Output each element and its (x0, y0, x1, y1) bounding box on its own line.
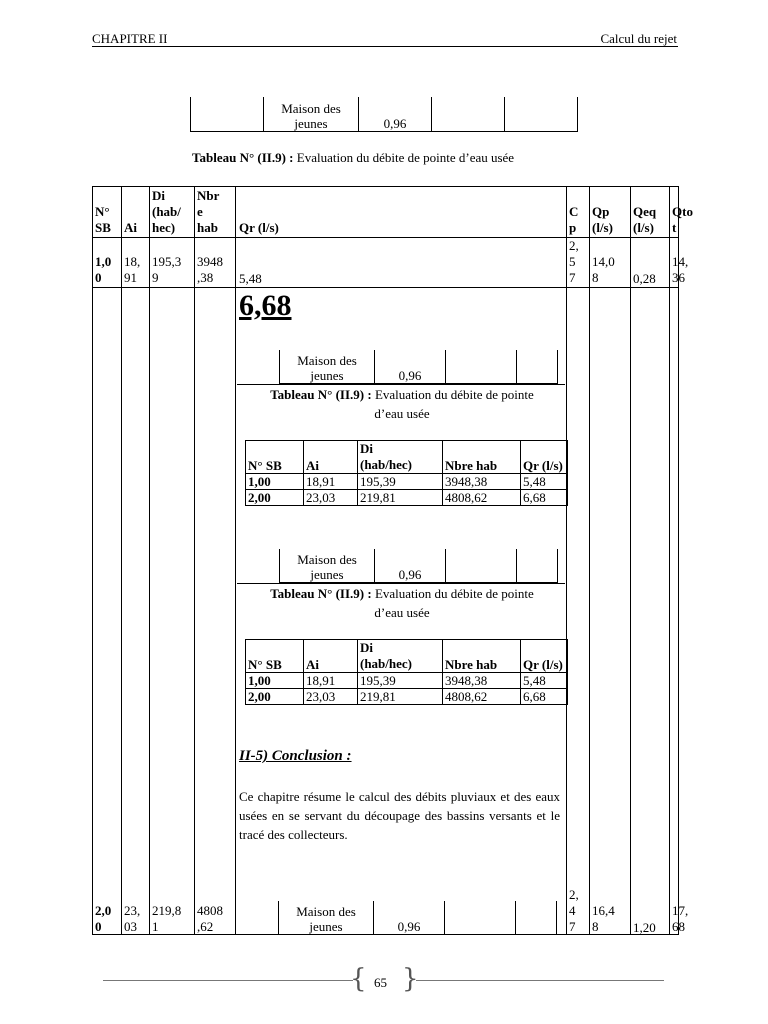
maison-fragment-3: Maison des jeunes 0,96 (279, 549, 558, 583)
row1-qtot: 14, 36 (672, 254, 689, 285)
col-header-qr: Qr (l/s) (239, 220, 279, 235)
row1-nbre: 3948 ,38 (197, 254, 223, 285)
big-value: 6,68 (239, 289, 292, 322)
row2-nbre: 4808 ,62 (197, 903, 223, 934)
row2-qtot: 17, 68 (672, 903, 689, 934)
col-header-sb: N° SB (95, 204, 111, 235)
row1-di: 195,3 9 (152, 254, 182, 285)
row2-qeq: 1,20 (633, 920, 656, 935)
row1-qr: 5,48 (239, 271, 262, 286)
maison-fragment-top: Maison des jeunes 0,96 (190, 97, 578, 132)
conclusion-title: II-5) Conclusion : (239, 748, 352, 764)
footer-brace-left: { (350, 964, 367, 994)
row1-qp: 14,0 8 (592, 254, 615, 285)
row2-cp: 2, 4 7 (569, 887, 579, 934)
row2-qp: 16,4 8 (592, 903, 615, 934)
col-header-di: Di (hab/ hec) (152, 188, 181, 235)
maison-value: 0,96 (374, 901, 445, 934)
chapter-header: CHAPITRE II (92, 31, 168, 46)
col-header-qp: Qp (l/s) (592, 204, 613, 235)
table-caption-3: Tableau N° (II.9) : Evaluation du débite de pointe d’eau usée (270, 586, 534, 620)
row1-ai: 18, 91 (124, 254, 141, 285)
footer-rule-left (103, 980, 353, 981)
maison-value: 0,96 (359, 97, 432, 131)
row2-di: 219,8 1 (152, 903, 182, 934)
footer-brace-right: } (402, 964, 419, 994)
section-header: Calcul du rejet (600, 31, 677, 46)
maison-value: 0,96 (375, 350, 446, 383)
footer-rule-right (416, 980, 664, 981)
maison-value: 0,96 (375, 549, 446, 582)
row1-sb: 1,0 0 (95, 254, 112, 285)
page-number: 65 (374, 975, 387, 990)
col-header-cp: C p (569, 204, 579, 235)
maison-label: Maison des (281, 100, 341, 116)
col-header-ai: Ai (124, 220, 137, 235)
maison-fragment-4: Maison des jeunes 0,96 (235, 901, 557, 934)
col-header-qtot: Qto t (672, 204, 693, 235)
table-caption-2: Tableau N° (II.9) : Evaluation du débite de pointe d’eau usée (270, 387, 534, 421)
col-header-qeq: Qeq (l/s) (633, 204, 657, 235)
row1-qeq: 0,28 (633, 271, 656, 286)
row2-sb: 2,0 0 (95, 903, 112, 934)
conclusion-text: Ce chapitre résume le calcul des débits pluviaux et des eaux usées en se servant du découpage des bassins versants et le tracé des collecteurs. (239, 789, 560, 842)
row1-cp: 2, 5 7 (569, 238, 579, 285)
inner-table-1: N° SB Ai Di (hab/hec) Nbre hab Qr (l/s) 1,00 18,91 195,39 3948,38 5,48 2,00 23,03 219,81 4808,62 6,68 (245, 440, 568, 506)
col-header-nbre: Nbr e hab (197, 188, 220, 235)
row2-ai: 23, 03 (124, 903, 141, 934)
table-caption: Tableau N° (II.9) : Evaluation du débite de pointe d’eau usée (192, 150, 515, 165)
maison-fragment-2: Maison des jeunes 0,96 (279, 350, 558, 384)
inner-table-2: N° SB Ai Di (hab/hec) Nbre hab Qr (l/s) 1,00 18,91 195,39 3948,38 5,48 2,00 23,03 219,81 4808,62 6,68 (245, 639, 568, 705)
header-rule (92, 46, 678, 47)
